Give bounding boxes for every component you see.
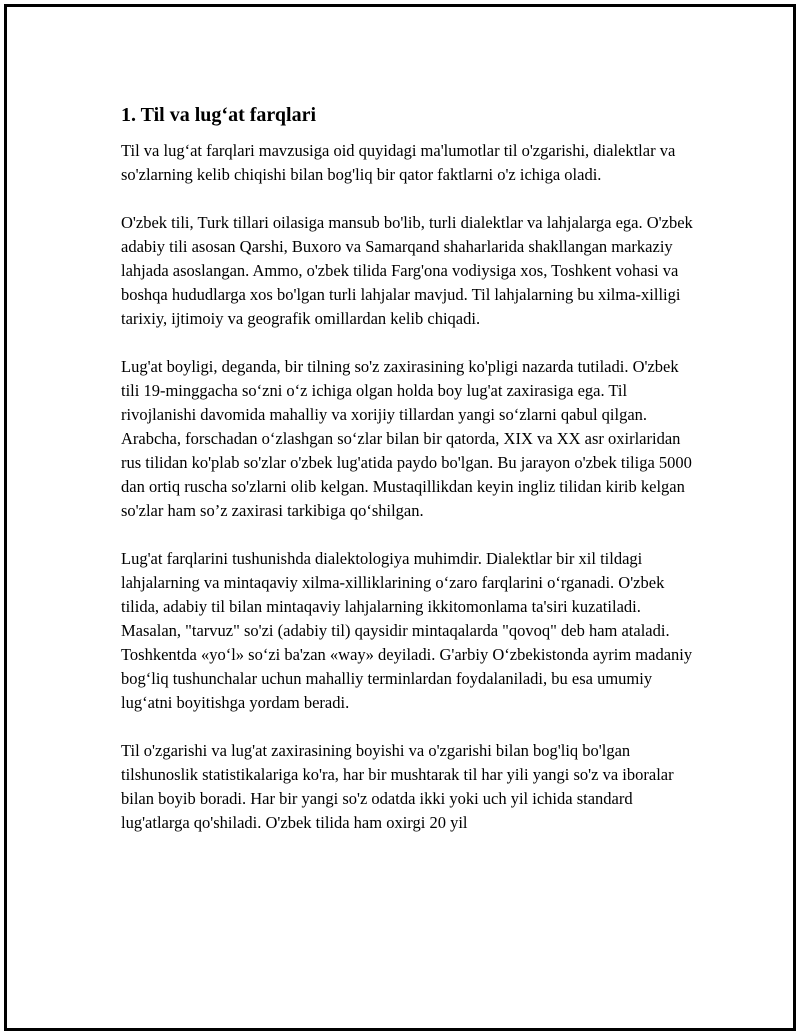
page-content [121,103,701,835]
paragraph-dialects: O'zbek tili, Turk tillari oilasiga mansub bo'lib, turli dialektlar va lahjalarga ega. O'zbek adabiy tili asosan Qarshi, Buxoro va Samarqand shaharlarida shakllangan markaziy lahjada asoslangan. Ammo, o'zbek tilida Farg'ona vodiysiga xos, Toshkent vohasi va boshqa hududlarga xos bo'lgan turli lahjalar mavjud. Til lahjalarning bu xilma-xilligi tarixiy, ijtimoiy va geografik omillardan kelib chiqadi. [121,213,693,328]
paragraph-statistics: Til o'zgarishi va lug'at zaxirasining boyishi va o'zgarishi bilan bog'liq bo'lgan tilshunoslik statistikalariga ko'ra, har bir mushtarak til har yili yangi so'z va iboralar bilan boyib boradi. Har bir yangi so'z odatda ikki yoki uch yil ichida standard lug'atlarga qo'shiladi. O'zbek tilida ham oxirgi 20 yil [121,741,674,832]
section-heading: 1. Til va lug‘at farqlari [121,104,317,126]
page-frame [4,4,796,1031]
paragraph-dialectology: Lug'at farqlarini tushunishda dialektologiya muhimdir. Dialektlar bir xil tildagi lahjalarning va mintaqaviy xilma-xilliklarining o‘zaro farqlarini o‘rganadi. O'zbek tilida, adabiy til bilan mintaqaviy lahjalarning ikkitomonlama ta'siri kuzatiladi. Masalan, "tarvuz" so'zi (adabiy til) qaysidir mintaqalarda "qovoq" deb ham ataladi. Toshkentda «yo‘l» so‘zi ba'zan «way» deyiladi. G'arbiy O‘zbekistonda ayrim madaniy bog‘liq tushunchalar uchun mahalliy terminlardan foydalaniladi, bu esa umumiy lug‘atni boyitishga yordam beradi. [121,549,693,712]
paragraph-vocabulary: Lug'at boyligi, deganda, bir tilning so'z zaxirasining ko'pligi nazarda tutiladi. O'zbek tili 19-minggacha so‘zni o‘z ichiga olgan holda boy lug'at zaxirasiga ega. Til rivojlanishi davomida mahalliy va xorijiy tillardan yangi so‘zlarni qabul qilgan. Arabcha, forschadan o‘zlashgan so‘zlar bilan bir qatorda, XIX va XX asr oxirlaridan rus tilidan ko'plab so'zlar o'zbek lug'atida paydo bo'lgan. Bu jarayon o'zbek tiliga 5000 dan ortiq ruscha so'zlarni olib kelgan. Mustaqillikdan keyin ingliz tilidan kirib kelgan so'zlar ham so’z zaxirasi tarkibiga qo‘shilgan. [121,357,692,520]
paragraph-intro: Til va lug‘at farqlari mavzusiga oid quyidagi ma'lumotlar til o'zgarishi, dialektlar va so'zlarning kelib chiqishi bilan bog'liq bir qator faktlarni o'z ichiga oladi. [121,141,676,184]
